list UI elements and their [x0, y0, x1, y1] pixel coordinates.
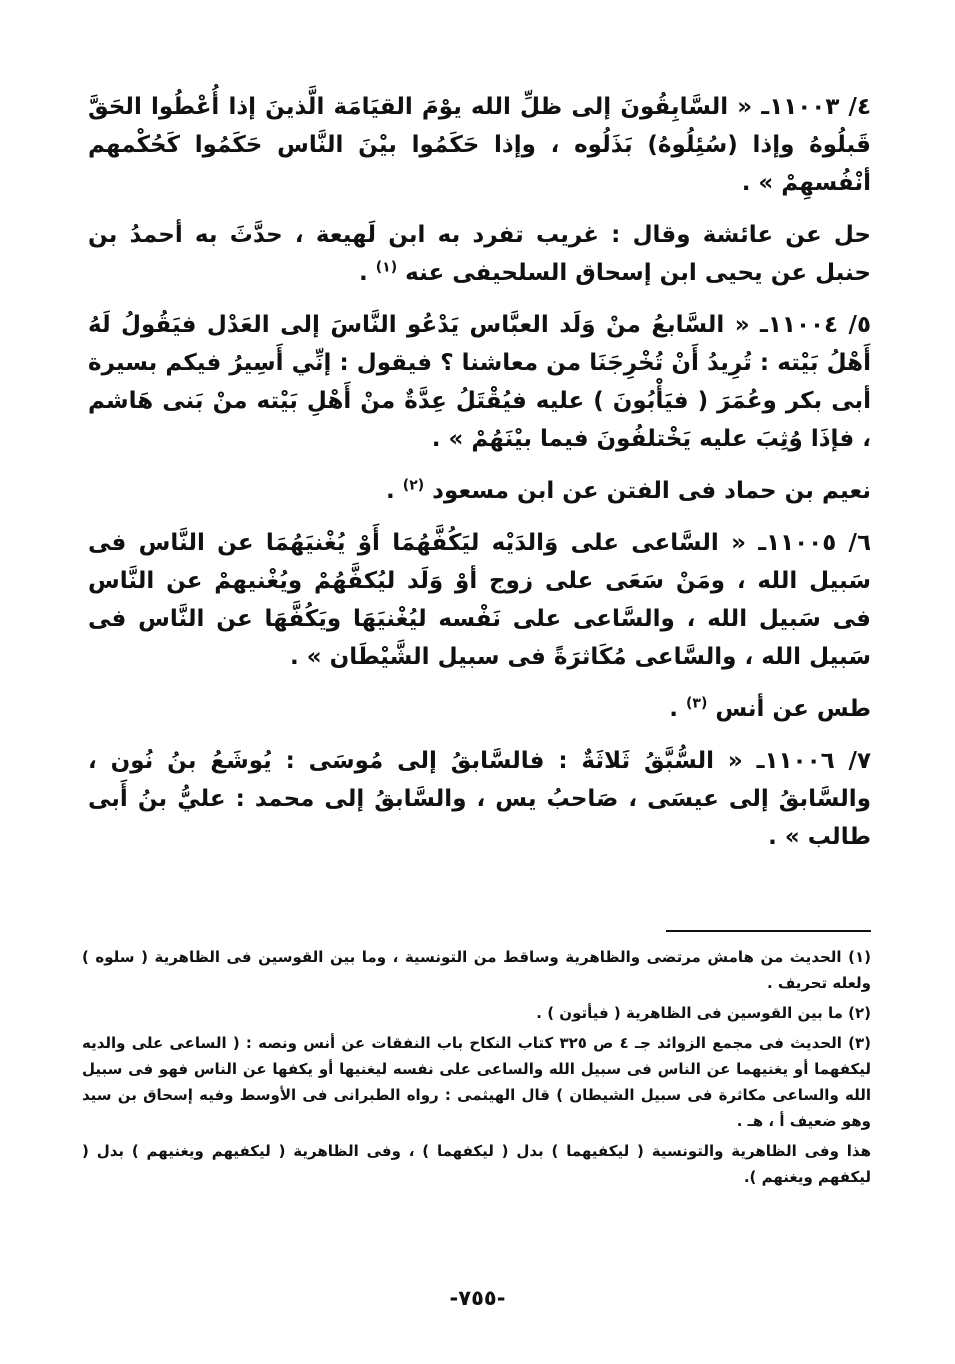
source-end: .: [386, 478, 403, 504]
source-end: .: [669, 696, 686, 722]
source-11005: [88, 690, 871, 728]
footnote-ref-3: (٣): [685, 695, 708, 712]
hadith-11006: ٧/ ١١٠٠٦ـ « السُّبَّقُ ثَلاثَةٌ : فالسَّابقُ إلى مُوسَى : يُوشَعُ بنُ نُون ، والسَّابقُ إلى عيسَى ، صَاحبُ يس ، والسَّابقُ إلى محمد : عليُّ بنُ أَبى طالب » .: [88, 748, 871, 850]
source-text: نعيم بن حماد فى الفتن عن ابن مسعود: [432, 478, 871, 504]
page-number: -٧٥٥-: [449, 1286, 506, 1310]
footnote-separator: [666, 930, 871, 932]
hadith-11004: ٥/ ١١٠٠٤ـ « السَّابعُ منْ وَلَد العبَّاس يَدْعُو النَّاسَ إلى العَدْل فيَقُولُ لَهُ أَهْلُ بَيْته : تُرِيدُ أَنْ تُخْرِجَنَا من معاشنا ؟ فيقول : إنِّي أَسِيرُ فيكم بسيرة أبى بكر وعُمَرَ ( فيَأْبُونَ ) عليه فيُقْتَلُ عِدَّةٌ منْ أَهْلِ بَيْته منْ بَنى هَاشم ، فإذَا وُثِبَ عليه يَخْتلفُونَ فيما بيْنَهُمْ » .: [88, 312, 871, 452]
footnote-1: (١) الحديث من هامش مرتضى والظاهرية وساقط من التونسية ، وما بين القوسين فى الظاهرية ( سلوه ) ولعله تحريف .: [82, 948, 871, 992]
hadith-11003: ٤/ ١١٠٠٣ـ « السَّابِقُونَ إلى ظلِّ الله يوْمَ القيَامَة الَّذينَ إذا أُعْطُوا الحَقَّ قَبلُوهُ وإذا (سُئِلُوهُ) بَذَلُوه ، وإذا حَكَمُوا بيْنَ النَّاس حَكَمُوا كَحُكْمهم أنْفُسهِمْ » .: [88, 94, 871, 196]
footnote-3: (٣) الحديث فى مجمع الزوائد جـ ٤ ص ٣٢٥ كتاب النكاح باب النفقات عن أنس ونصه : ( الساعى على والديه ليكفهما أو يغنيهما عن الناس فى سبيل الله والساعى على نفسه ليغنيها أو يكفها عن الناس فهو فى سبيل الله والساعى مكاثرة فى سبيل الشيطان ) قال الهيثمى : رواه الطبرانى فى الأوسط وفيه إسحاق بن سيد وهو ضعيف أ ، هـ .: [82, 1034, 871, 1130]
main-text: [88, 88, 871, 870]
footnote-ref-1: (١): [375, 259, 398, 276]
footnote-2: (٢) ما بين القوسين فى الظاهرية ( فيأتون ) .: [536, 1004, 871, 1022]
source-11004: [88, 472, 871, 510]
source-text: طس عن أنس: [715, 696, 871, 722]
footnote-ref-2: (٢): [402, 477, 425, 494]
source-11003: [88, 216, 871, 292]
hadith-11005: ٦/ ١١٠٠٥ـ « السَّاعى على وَالدَيْه ليَكُفَّهُمَا أَوْ يُغْنيَهُمَا عن النَّاس فى سَبيل الله ، ومَنْ سَعَى على زوج أوْ وَلَد ليُكفَّهُمْ ويُغْنيهمْ عن النَّاس فى سَبيل الله ، والسَّاعى على نَفْسه ليُغْنيَهَا ويَكُفَّهَا عن النَّاس فى سَبيل الله ، والسَّاعى مُكَاثرَةً فى سبيل الشَّيْطَان » .: [88, 530, 871, 670]
footnotes: [82, 944, 871, 1194]
source-text: حل عن عائشة وقال : غريب تفرد به ابن لَهيعة ، حدَّثَ به أحمدُ بن حنبل عن يحيى ابن إسحاق السلحيفى عنه: [88, 222, 871, 286]
source-end: .: [359, 260, 376, 286]
footnote-note: هذا وفى الظاهرية والتونسية ( ليكفيهما ) بدل ( ليكفهما ) ، وفى الظاهرية ( ليكفيهم ويغنيهم ) بدل ( ليكفهم ويغنهم ).: [82, 1142, 871, 1186]
